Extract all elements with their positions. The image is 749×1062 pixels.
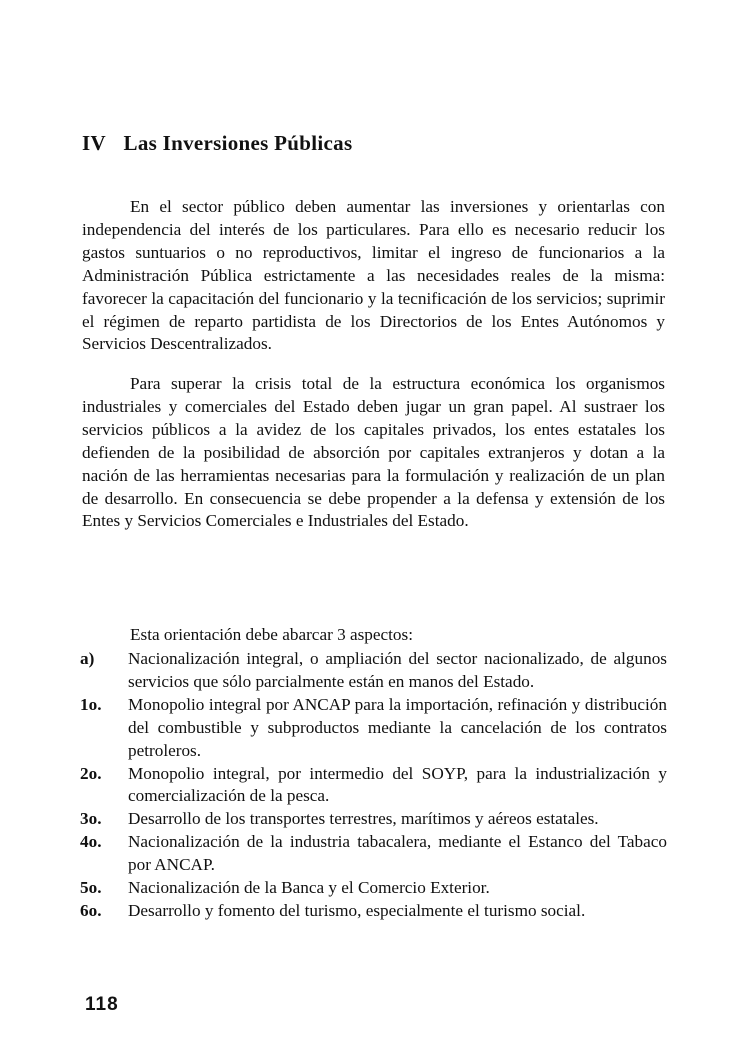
section-title: Las Inversiones Públicas bbox=[123, 131, 353, 155]
paragraph-economic-crisis: Para superar la crisis total de la estructura económica los organismos industriales y comerciales del Estado deben jugar un gran papel. Al sustraer los servicios públicos a la avidez de los capitales privados, los entes estatales los defienden de la posibilidad de absorción por capitales extranjeros y dotan a la nación de las herramientas necesarias para la formulación y realización de un plan de desarrollo. En consecuencia se debe propender a la defensa y extensión de los Entes y Servicios Comerciales e Industriales del Estado. bbox=[82, 374, 665, 531]
list-item-text: Desarrollo de los transportes terrestres, marítimos y aéreos estatales. bbox=[128, 809, 599, 829]
page-number: 118 bbox=[85, 994, 119, 1015]
list-item bbox=[80, 694, 667, 763]
list-marker: 4o. bbox=[80, 832, 102, 852]
list-marker: 6o. bbox=[80, 900, 102, 920]
list-marker: 2o. bbox=[80, 763, 102, 783]
aspects-list bbox=[80, 648, 667, 923]
list-marker: 3o. bbox=[80, 809, 102, 829]
list-marker: 5o. bbox=[80, 878, 102, 898]
list-item bbox=[80, 808, 667, 831]
list-marker: a) bbox=[80, 649, 95, 668]
paragraph-public-investment: En el sector público deben aumentar las inversiones y orientarlas con independencia del interés de los particulares. Para ello es necesario reducir los gastos suntuarios o no reproductivos, limitar el ingreso de funcionarios a la Administración Pública estrictamente a las necesidades reales de la misma: favorecer la capacitación del funcionario y la tecnificación de los servicios; suprimir el régimen de reparto partidista de los Directorios de los Entes Autónomos y Servicios Descentralizados. bbox=[82, 197, 665, 354]
list-intro: Esta orientación debe abarcar 3 aspectos: bbox=[130, 625, 413, 644]
list-item bbox=[80, 763, 667, 809]
list-item-text: Nacionalización de la industria tabacalera, mediante el Estanco del Tabaco por ANCAP. bbox=[128, 832, 667, 875]
section-number: IV bbox=[82, 131, 106, 155]
list-item-text: Monopolio integral, por intermedio del SOYP, para la industrialización y comercialización de la pesca. bbox=[128, 763, 667, 806]
list-item bbox=[80, 831, 667, 877]
list-item bbox=[80, 900, 667, 923]
list-item bbox=[80, 648, 667, 694]
section-heading bbox=[82, 131, 352, 156]
list-marker: 1o. bbox=[80, 694, 102, 714]
list-item-text: Monopolio integral por ANCAP para la importación, refinación y distribución del combustible y subproductos mediante la cancelación de los contratos petroleros. bbox=[128, 694, 667, 760]
list-item-text: Desarrollo y fomento del turismo, especialmente el turismo social. bbox=[128, 900, 586, 920]
list-item bbox=[80, 877, 667, 900]
list-item-text: Nacionalización de la Banca y el Comercio Exterior. bbox=[128, 878, 490, 898]
list-item-text: Nacionalización integral, o ampliación del sector nacionalizado, de algunos servicios que sólo parcialmente están en manos del Estado. bbox=[128, 649, 667, 691]
